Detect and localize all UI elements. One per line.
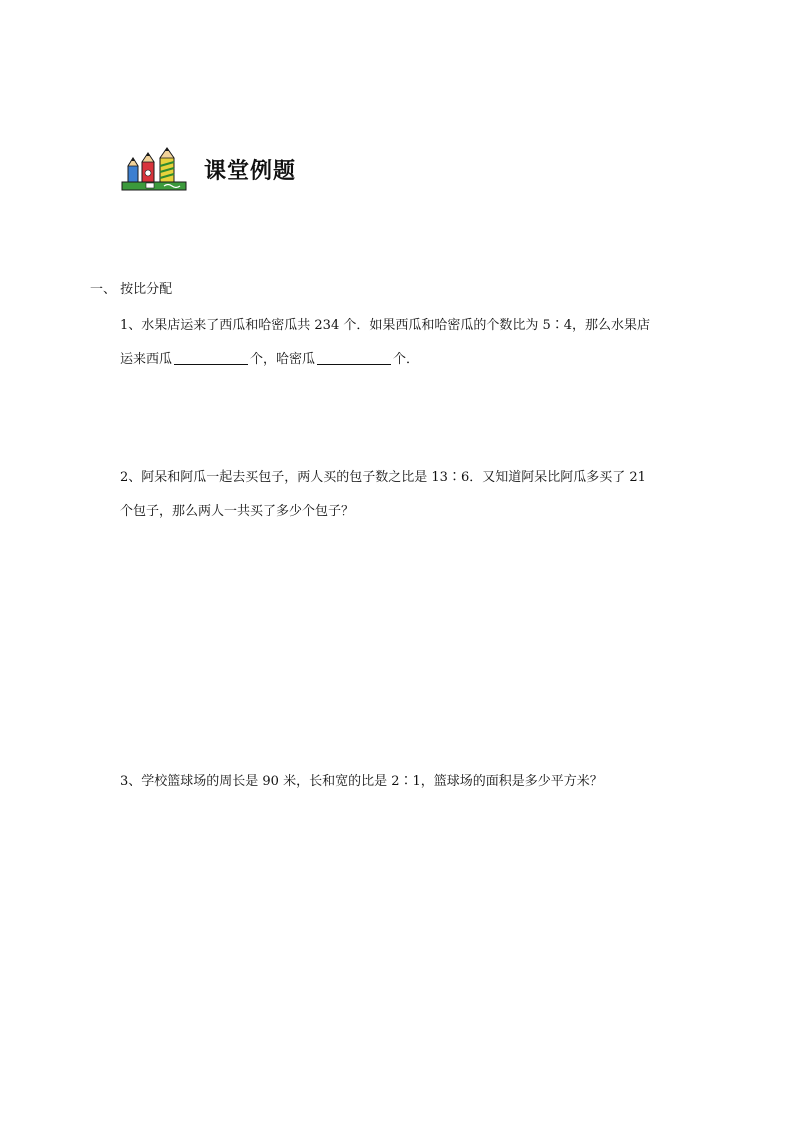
problem-1-text-a: 运来西瓜 — [120, 352, 173, 367]
problem-1-text-c: 个． — [393, 352, 420, 367]
pencils-in-cup-icon — [120, 146, 190, 194]
page-title: 课堂例题 — [204, 159, 297, 184]
problem-1-text-b: 个，哈密瓜 — [250, 352, 316, 367]
problem-2-line-2: 个包子，那么两人一共买了多少个包子？ — [120, 504, 355, 519]
problem-2 — [120, 461, 680, 529]
problem-1 — [120, 309, 680, 377]
problem-1-line-2 — [120, 343, 680, 377]
section-header — [120, 146, 297, 194]
problem-1-line-1: 1、水果店运来了西瓜和哈密瓜共 234 个．如果西瓜和哈密瓜的个数比为 5∶4，那么水果店 — [120, 318, 651, 333]
section-heading: 一、 按比分配 — [90, 282, 173, 297]
problem-2-line-1: 2、阿呆和阿瓜一起去买包子，两人买的包子数之比是 13∶6．又知道阿呆比阿瓜多买了 21 — [120, 470, 646, 485]
answer-blank-cantaloupe[interactable] — [317, 350, 391, 365]
problem-3-line-1: 3、学校篮球场的周长是 90 米，长和宽的比是 2∶1，篮球场的面积是多少平方米？ — [120, 774, 603, 789]
problem-3 — [120, 765, 680, 799]
answer-blank-watermelon[interactable] — [174, 350, 248, 365]
